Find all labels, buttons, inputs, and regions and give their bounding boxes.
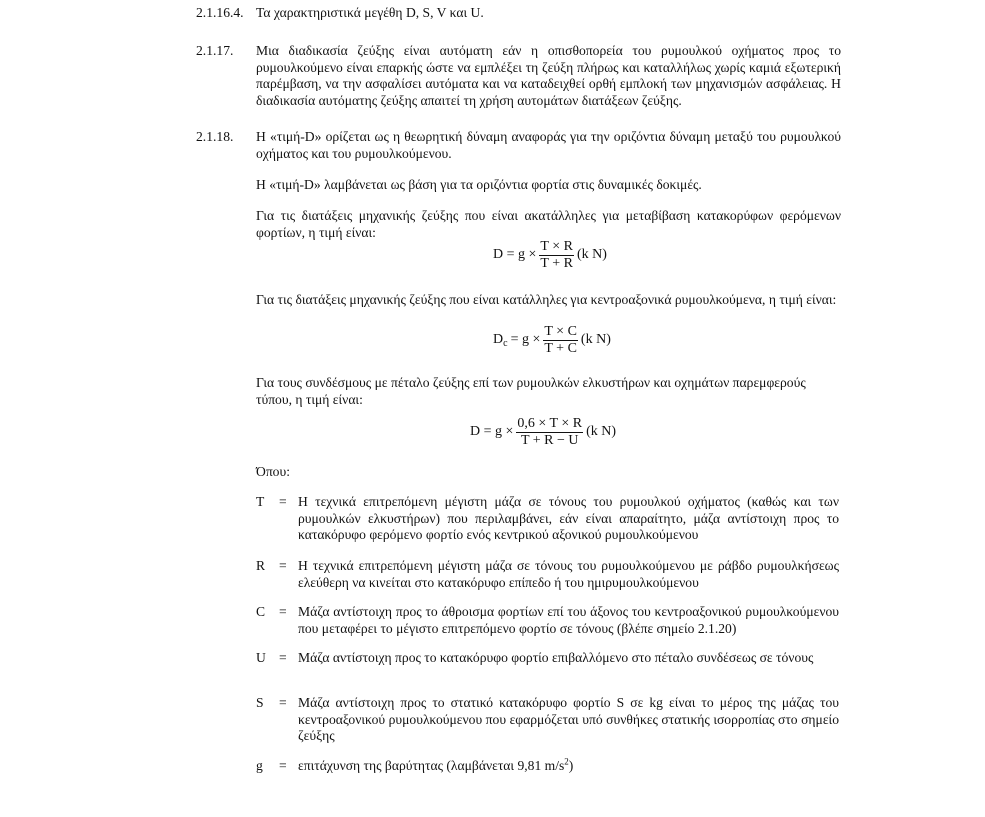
definition-equals: = (279, 494, 287, 509)
formula-numerator: T × R (540, 239, 573, 254)
formula-lhs-rest: = g × (510, 332, 541, 348)
section-number-2-1-16-4: 2.1.16.4. (196, 5, 244, 20)
section-number-2-1-18: 2.1.18. (196, 129, 234, 144)
definition-text-u: Μάζα αντίστοιχη προς το κατακόρυφο φορτίο επιβαλλόμενο στο πέταλο συνδέσεως σε τόνους (298, 650, 814, 665)
formula-lhs-main: D (493, 332, 504, 348)
formula-numerator: T × C (544, 324, 577, 339)
formula-unit: (k N) (586, 424, 617, 440)
formula-lhs: D = g × (493, 247, 537, 263)
formula-fraction (543, 325, 578, 356)
formula-fraction (516, 417, 583, 448)
definition-equals: = (279, 650, 287, 665)
formula-d-value-fifth-wheel (470, 417, 616, 448)
definition-symbol-r: R (256, 558, 266, 573)
formula-dc-value (493, 325, 611, 356)
definition-symbol-c: C (256, 604, 266, 619)
definition-text-s: Μάζα αντίστοιχη προς το στατικό κατακόρυφο φορτίο S σε kg είναι το μέρος της μάζας του κεντροαξονικού ρυμουλκούμενου που εφαρμόζεται υπό συνθήκες στατικής ισορροπίας στο σημείο ζεύξης (298, 695, 839, 743)
formula-unit: (k N) (580, 332, 611, 348)
formula-denominator: T + C (544, 341, 577, 356)
definition-symbol-g: g (256, 758, 263, 773)
definition-text-c: Μάζα αντίστοιχη προς το άθροισμα φορτίων επί του άξονος του κεντροαξονικού ρυμουλκούμενου που μεταφέρει το μέγιστο επιτρεπόμενο φορτίο σε τόνους (βλέπε σημείο 2.1.20) (298, 604, 839, 636)
where-label: Όπου: (256, 464, 290, 479)
formula-d-value (493, 240, 607, 271)
definition-text-g-close: ) (568, 758, 574, 773)
paragraph-d-value-basis: Η «τιμή-D» λαμβάνεται ως βάση για τα οριζόντια φορτία στις δυναμικές δοκιμές. (256, 177, 702, 192)
definition-text-g-superscript: 2 (564, 756, 569, 767)
definition-equals: = (279, 758, 287, 773)
definition-equals: = (279, 604, 287, 619)
paragraph-centre-axle-couplings: Για τις διατάξεις μηχανικής ζεύξης που είναι κατάλληλες για κεντροαξονικά ρυμουλκούμενα, η τιμή είναι: (256, 292, 837, 307)
formula-unit: (k N) (576, 247, 607, 263)
formula-lhs: D = g × (470, 424, 514, 440)
formula-denominator: T + R (540, 256, 573, 271)
formula-fraction (539, 240, 574, 271)
formula-numerator: 0,6 × T × R (517, 416, 583, 431)
definition-text-t: Η τεχνικά επιτρεπόμενη μέγιστη μάζα σε τόνους του ρυμουλκού οχήματος (καθώς και των ρυμουλκών ελκυστήρων) που περιλαμβάνει, εάν είναι απαραίτητο, μάζα αντίστοιχη προς το κατακόρυφο φερόμενο φορτίο ενός κεντρικού αξονικού ρυμουλκούμενου (298, 494, 839, 542)
section-number-2-1-17: 2.1.17. (196, 43, 234, 58)
definition-text-g-main: επιτάχυνση της βαρύτητας (λαμβάνεται 9,81 m/s (298, 758, 565, 773)
definition-symbol-t: T (256, 494, 265, 509)
formula-lhs-subscript: c (503, 338, 508, 350)
definition-text-r: Η τεχνικά επιτρεπόμενη μέγιστη μάζα σε τόνους του ρυμουλκούμενου με ράβδο ρυμουλκήσεως ελεύθερη να κινείται στο κατακόρυφο επίπεδο ή του ημιρυμουλκούμενου (298, 558, 839, 590)
section-text-2-1-17: Μια διαδικασία ζεύξης είναι αυτόματη εάν η οπισθοπορεία του ρυμουλκού οχήματος προς το ρυμουλκούμενο είναι επαρκής ώστε να εμπλέξει τη ζεύξη πλήρως και καταλλήλως χωρίς καμιά εξωτερική παρέμβαση, να την ασφαλίσει αυτόματα και να καταδειχθεί ορθή εμπλοκή των μηχανισμών ασφάλειας. Η διαδικασία αυτόματης ζεύξης απαιτεί τη χρήση αυτομάτων διατάξεων ζεύξης. (256, 43, 841, 108)
definition-symbol-s: S (256, 695, 264, 710)
definition-equals: = (279, 695, 287, 710)
paragraph-fifth-wheel-couplings: Για τους συνδέσμους με πέταλο ζεύξης επί των ρυμουλκών ελκυστήρων και οχημάτων παρεμφερούς τύπου, η τιμή είναι: (256, 375, 806, 407)
paragraph-unsuitable-couplings: Για τις διατάξεις μηχανικής ζεύξης που είναι ακατάλληλες για μεταβίβαση κατακορύφων φερόμενων φορτίων, η τιμή είναι: (256, 208, 841, 240)
section-text-2-1-18: Η «τιμή-D» ορίζεται ως η θεωρητική δύναμη αναφοράς για την οριζόντια δύναμη μεταξύ του ρυμουλκού οχήματος και του ρυμουλκούμενου. (256, 129, 841, 161)
definition-symbol-u: U (256, 650, 266, 665)
definition-equals: = (279, 558, 287, 573)
section-text-2-1-16-4: Τα χαρακτηριστικά μεγέθη D, S, V και U. (256, 5, 484, 20)
definition-text-g (298, 758, 839, 775)
formula-denominator: T + R − U (520, 433, 579, 448)
